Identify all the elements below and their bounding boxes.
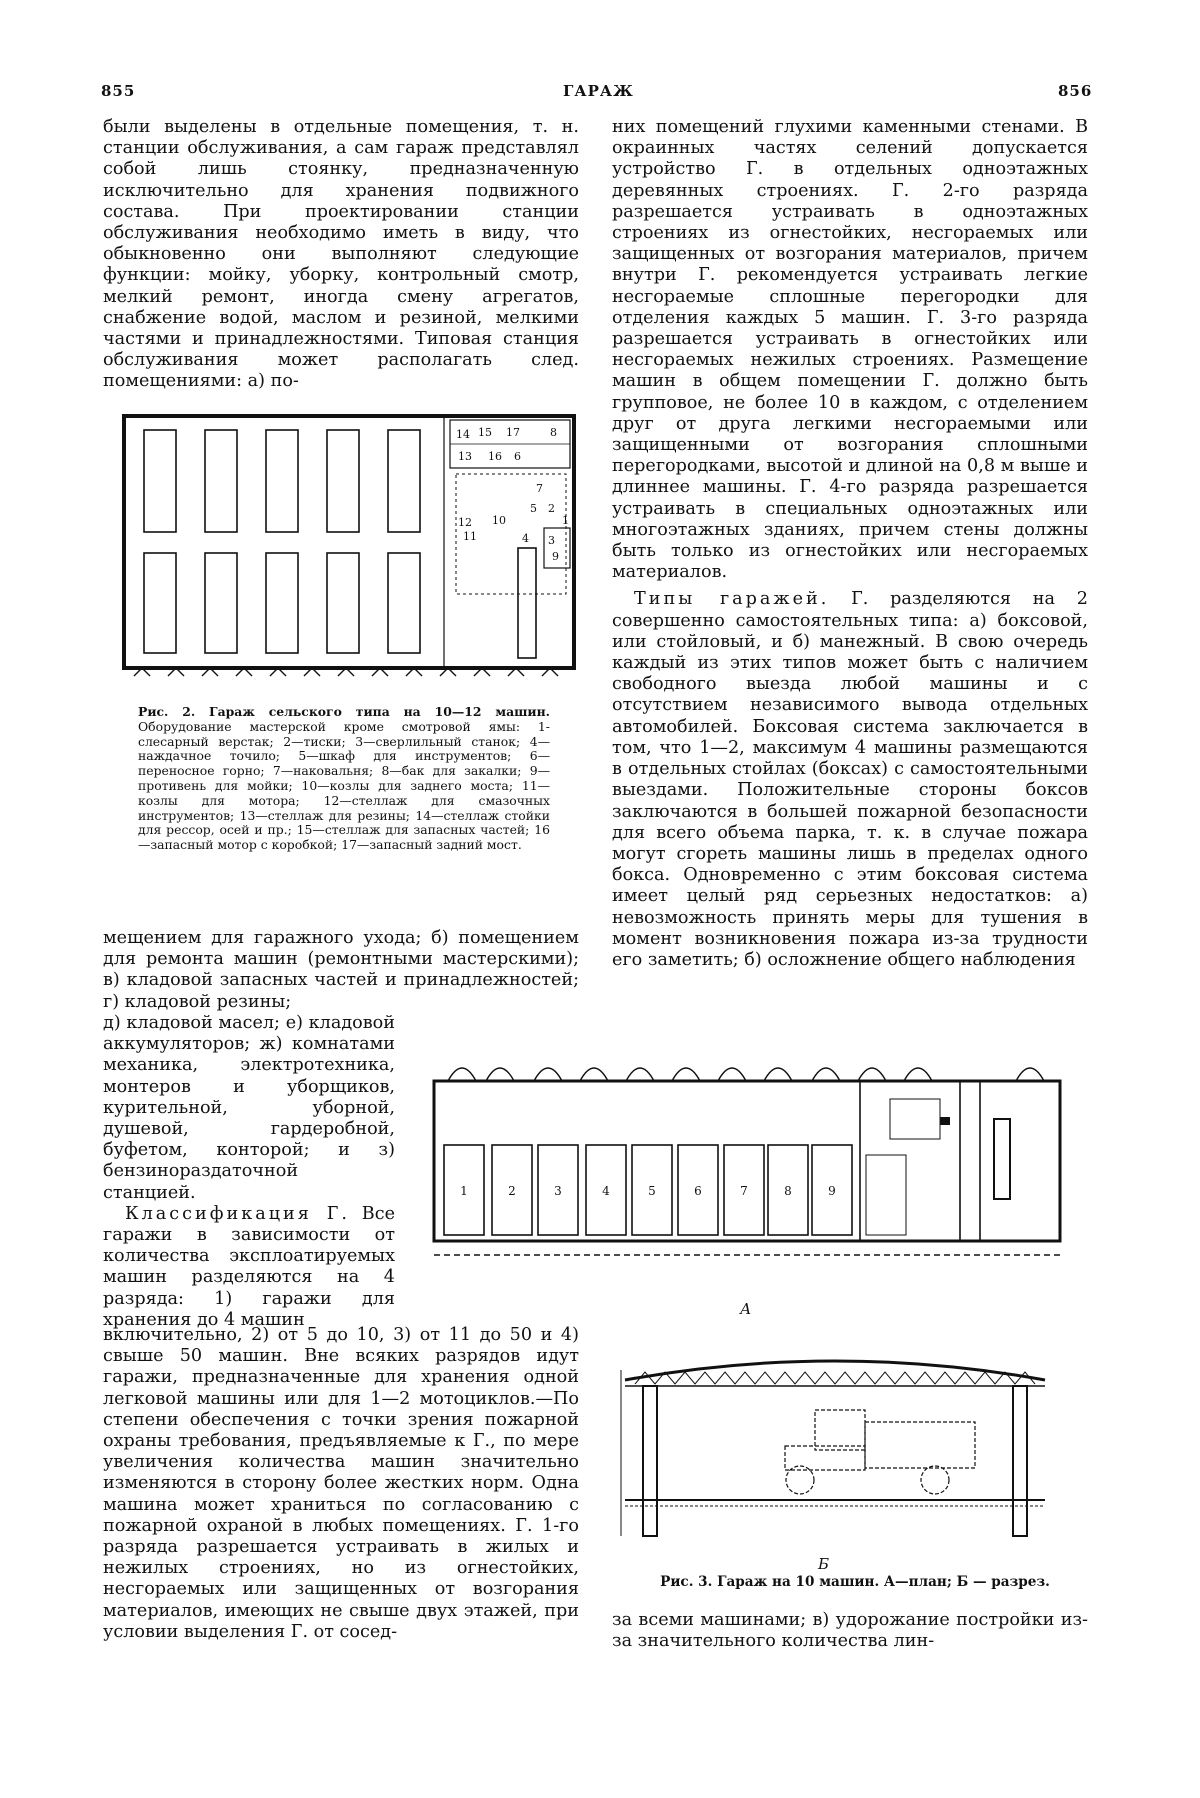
classification-heading: Классификация Г. bbox=[125, 1203, 350, 1224]
bay-numbers bbox=[460, 1184, 836, 1198]
figure-3-caption-text: Рис. 3. Гараж на 10 машин. А—план; Б — разрез. bbox=[660, 1574, 1050, 1590]
fig2-label-14: 14 bbox=[456, 428, 470, 441]
left-text-top bbox=[103, 117, 579, 393]
fig2-label-5: 5 bbox=[530, 502, 537, 515]
car-bays-upper bbox=[144, 430, 420, 532]
figure-3-label-b: Б bbox=[818, 1555, 830, 1573]
left-paragraph-1: были выделены в отдельные помещения, т. н. станции обслуживания, а сам гараж представлял собой лишь стоянку, предназначенную исключительно для хранения подвижного состава. При проектировании станции обслуживания необходимо иметь в виду, что обыкновенно они выполняют следующие функции: мойку, уборку, контрольный смотр, мелкий ремонт, иногда смену агрегатов, снабжение водой, маслом и резиной, мелкими частями и принадлежностями. Типовая станция обслуживания может располагать след. помещениями: а) по- bbox=[103, 117, 579, 392]
figure-2-plan bbox=[118, 408, 582, 690]
left-paragraph-4: Все гаражи в зависимости от количества эксплоатируемых машин разделяются на 4 разряда: 1) гаражи для хранения до 4 машин bbox=[103, 1203, 395, 1330]
bay-number-4: 4 bbox=[602, 1184, 610, 1198]
fig2-label-9: 9 bbox=[552, 550, 559, 563]
car-bays-lower bbox=[144, 553, 420, 653]
running-title: ГАРАЖ bbox=[563, 82, 634, 100]
bay-number-3: 3 bbox=[554, 1184, 562, 1198]
left-paragraph-3: д) кладовой масел; е) кладовой аккумуляторов; ж) комнатами механика, электротехника, монтеров и уборщиков, курительной, уборной, душевой, гардеробной, буфетом, конторой; и з) бензинораздаточной станцией. bbox=[103, 1013, 395, 1203]
fig2-label-8: 8 bbox=[550, 426, 557, 439]
fig2-label-13: 13 bbox=[458, 450, 472, 463]
fig2-label-3: 3 bbox=[548, 534, 555, 547]
page-number-left: 855 bbox=[101, 82, 136, 100]
fig2-label-17: 17 bbox=[506, 426, 520, 439]
types-heading: Типы гаражей. bbox=[634, 589, 830, 610]
fig2-label-10: 10 bbox=[492, 514, 506, 527]
bay-number-9: 9 bbox=[828, 1184, 836, 1198]
fig2-label-4: 4 bbox=[522, 532, 529, 545]
fig2-label-12: 12 bbox=[458, 516, 472, 529]
right-text-top bbox=[612, 117, 1088, 971]
right-paragraph-1: них помещений глухими каменными стенами. В окраинных частях селений допускается устройство Г. в отдельных одноэтажных деревянных строениях. Г. 2-го разряда разрешается устраивать в одноэтажных строениях из огнестойких, несгораемых или защищенных от возгорания материалов, причем внутри Г. рекомендуется устраивать легкие несгораемые сплошные перегородки для отделения каждых 5 машин. Г. 3-го разряда разрешается устраивать в огнестойких или несгораемых нежилых строениях. Размещение машин в общем помещении Г. должно быть групповое, не более 10 в каждом, с отделением друг от друга легкими несгораемыми или защищенными от возгорания сплошными перегородками, высотой и длиной на 0,8 м выше и длиннее машины. Г. 4-го разряда разрешается устраивать в специальных одноэтажных или многоэтажных зданиях, причем стены должны быть только из огнестойких или несгораемых материалов. bbox=[612, 117, 1088, 583]
bay-number-6: 6 bbox=[694, 1184, 702, 1198]
bay-number-2: 2 bbox=[508, 1184, 516, 1198]
bay-number-7: 7 bbox=[740, 1184, 748, 1198]
figure-3-section bbox=[615, 1350, 1055, 1550]
page-number-right: 856 bbox=[1058, 82, 1093, 100]
fig2-label-2: 2 bbox=[548, 502, 555, 515]
bay-number-5: 5 bbox=[648, 1184, 656, 1198]
left-paragraph-5: включительно, 2) от 5 до 10, 3) от 11 до 50 и 4) свыше 50 машин. Вне всяких разрядов идут гаражи, предназначенные для хранения одной легковой машины или для 1—2 мотоциклов.—По степени обеспечения с точки зрения пожарной охраны требования, предъявляемые к Г., по мере увеличения количества машин значительно изменяются в сторону более жестких норм. Одна машина может храниться по согласованию с пожарной охраной в любых помещениях. Г. 1-го разряда разрешается устраивать в жилых и нежилых строениях, но из огнестойких, несгораемых или защищенных от возгорания материалов, имеющих не свыше двух этажей, при условии выделения Г. от сосед- bbox=[103, 1325, 579, 1642]
right-paragraph-2: Г. разделяются на 2 совершенно самостоятельных типа: а) боксовой, или стойловый, и б) манежный. В свою очередь каждый из этих типов может быть с наличием свободного выезда любой машины и с отсутствием независимого вывода отдельных автомобилей. Боксовая система заключается в том, что 1—2, максимум 4 машины размещаются в отдельных стойлах (боксах) с самостоятельными выездами. Положительные стороны боксов заключаются в большей пожарной безопасности для всего объема парка, т. к. в случае пожара могут сгореть машины лишь в пределах одного бокса. Одновременно с этим боксовая система имеет целый ряд серьезных недостатков: а) невозможность принять меры для тушения в момент возникновения пожара из-за трудности его заметить; б) осложнение общего наблюдения bbox=[612, 589, 1088, 970]
fig2-label-7: 7 bbox=[536, 482, 543, 495]
left-paragraph-2: мещением для гаражного ухода; б) помещением для ремонта машин (ремонтными мастерскими); в) кладовой запасных частей и принадлежностей; г) кладовой резины; bbox=[103, 928, 579, 1012]
bay-number-8: 8 bbox=[784, 1184, 792, 1198]
door-arcs bbox=[448, 1068, 1044, 1081]
truck-drawing bbox=[785, 1410, 975, 1494]
fig2-label-15: 15 bbox=[478, 426, 492, 439]
fig2-label-6: 6 bbox=[514, 450, 521, 463]
figure-3-plan bbox=[420, 1045, 1080, 1285]
figure-3-label-a: А bbox=[740, 1300, 752, 1318]
fig2-label-1: 1 bbox=[562, 514, 569, 527]
figure-2-caption-body: Оборудование мастерской кроме смотровой ямы: 1- слесарный верстак; 2—тиски; 3—сверлильный станок; 4—наждачное точило; 5—шкаф для инструментов; 6—переносное горно; 7—наковальня; 8—бак для закалки; 9—противень для мойки; 10—козлы для заднего моста; 11—козлы для мотора; 12—стеллаж для смазочных инструментов; 13—стеллаж для резины; 14—стеллаж стойки для рессор, осей и пр.; 15—стеллаж для запасных частей; 16—запасный мотор с коробкой; 17—запасный задний мост. bbox=[138, 718, 550, 853]
left-text-bottom bbox=[103, 1325, 579, 1643]
figure-2-caption bbox=[138, 705, 550, 853]
fig2-label-16: 16 bbox=[488, 450, 502, 463]
right-paragraph-3: за всеми машинами; в) удорожание постройки из-за значительного количества лин- bbox=[612, 1610, 1088, 1652]
fig2-label-11: 11 bbox=[463, 530, 477, 543]
figure-2-caption-title: Рис. 2. Гараж сельского типа на 10—12 машин. bbox=[138, 704, 550, 719]
workshop-labels bbox=[456, 426, 569, 563]
left-text-middle bbox=[103, 928, 579, 1013]
left-text-narrow bbox=[103, 1013, 395, 1331]
roof-truss bbox=[635, 1372, 1035, 1384]
figure-3-caption bbox=[645, 1574, 1065, 1590]
bay-number-1: 1 bbox=[460, 1184, 468, 1198]
right-text-bottom bbox=[612, 1610, 1088, 1652]
